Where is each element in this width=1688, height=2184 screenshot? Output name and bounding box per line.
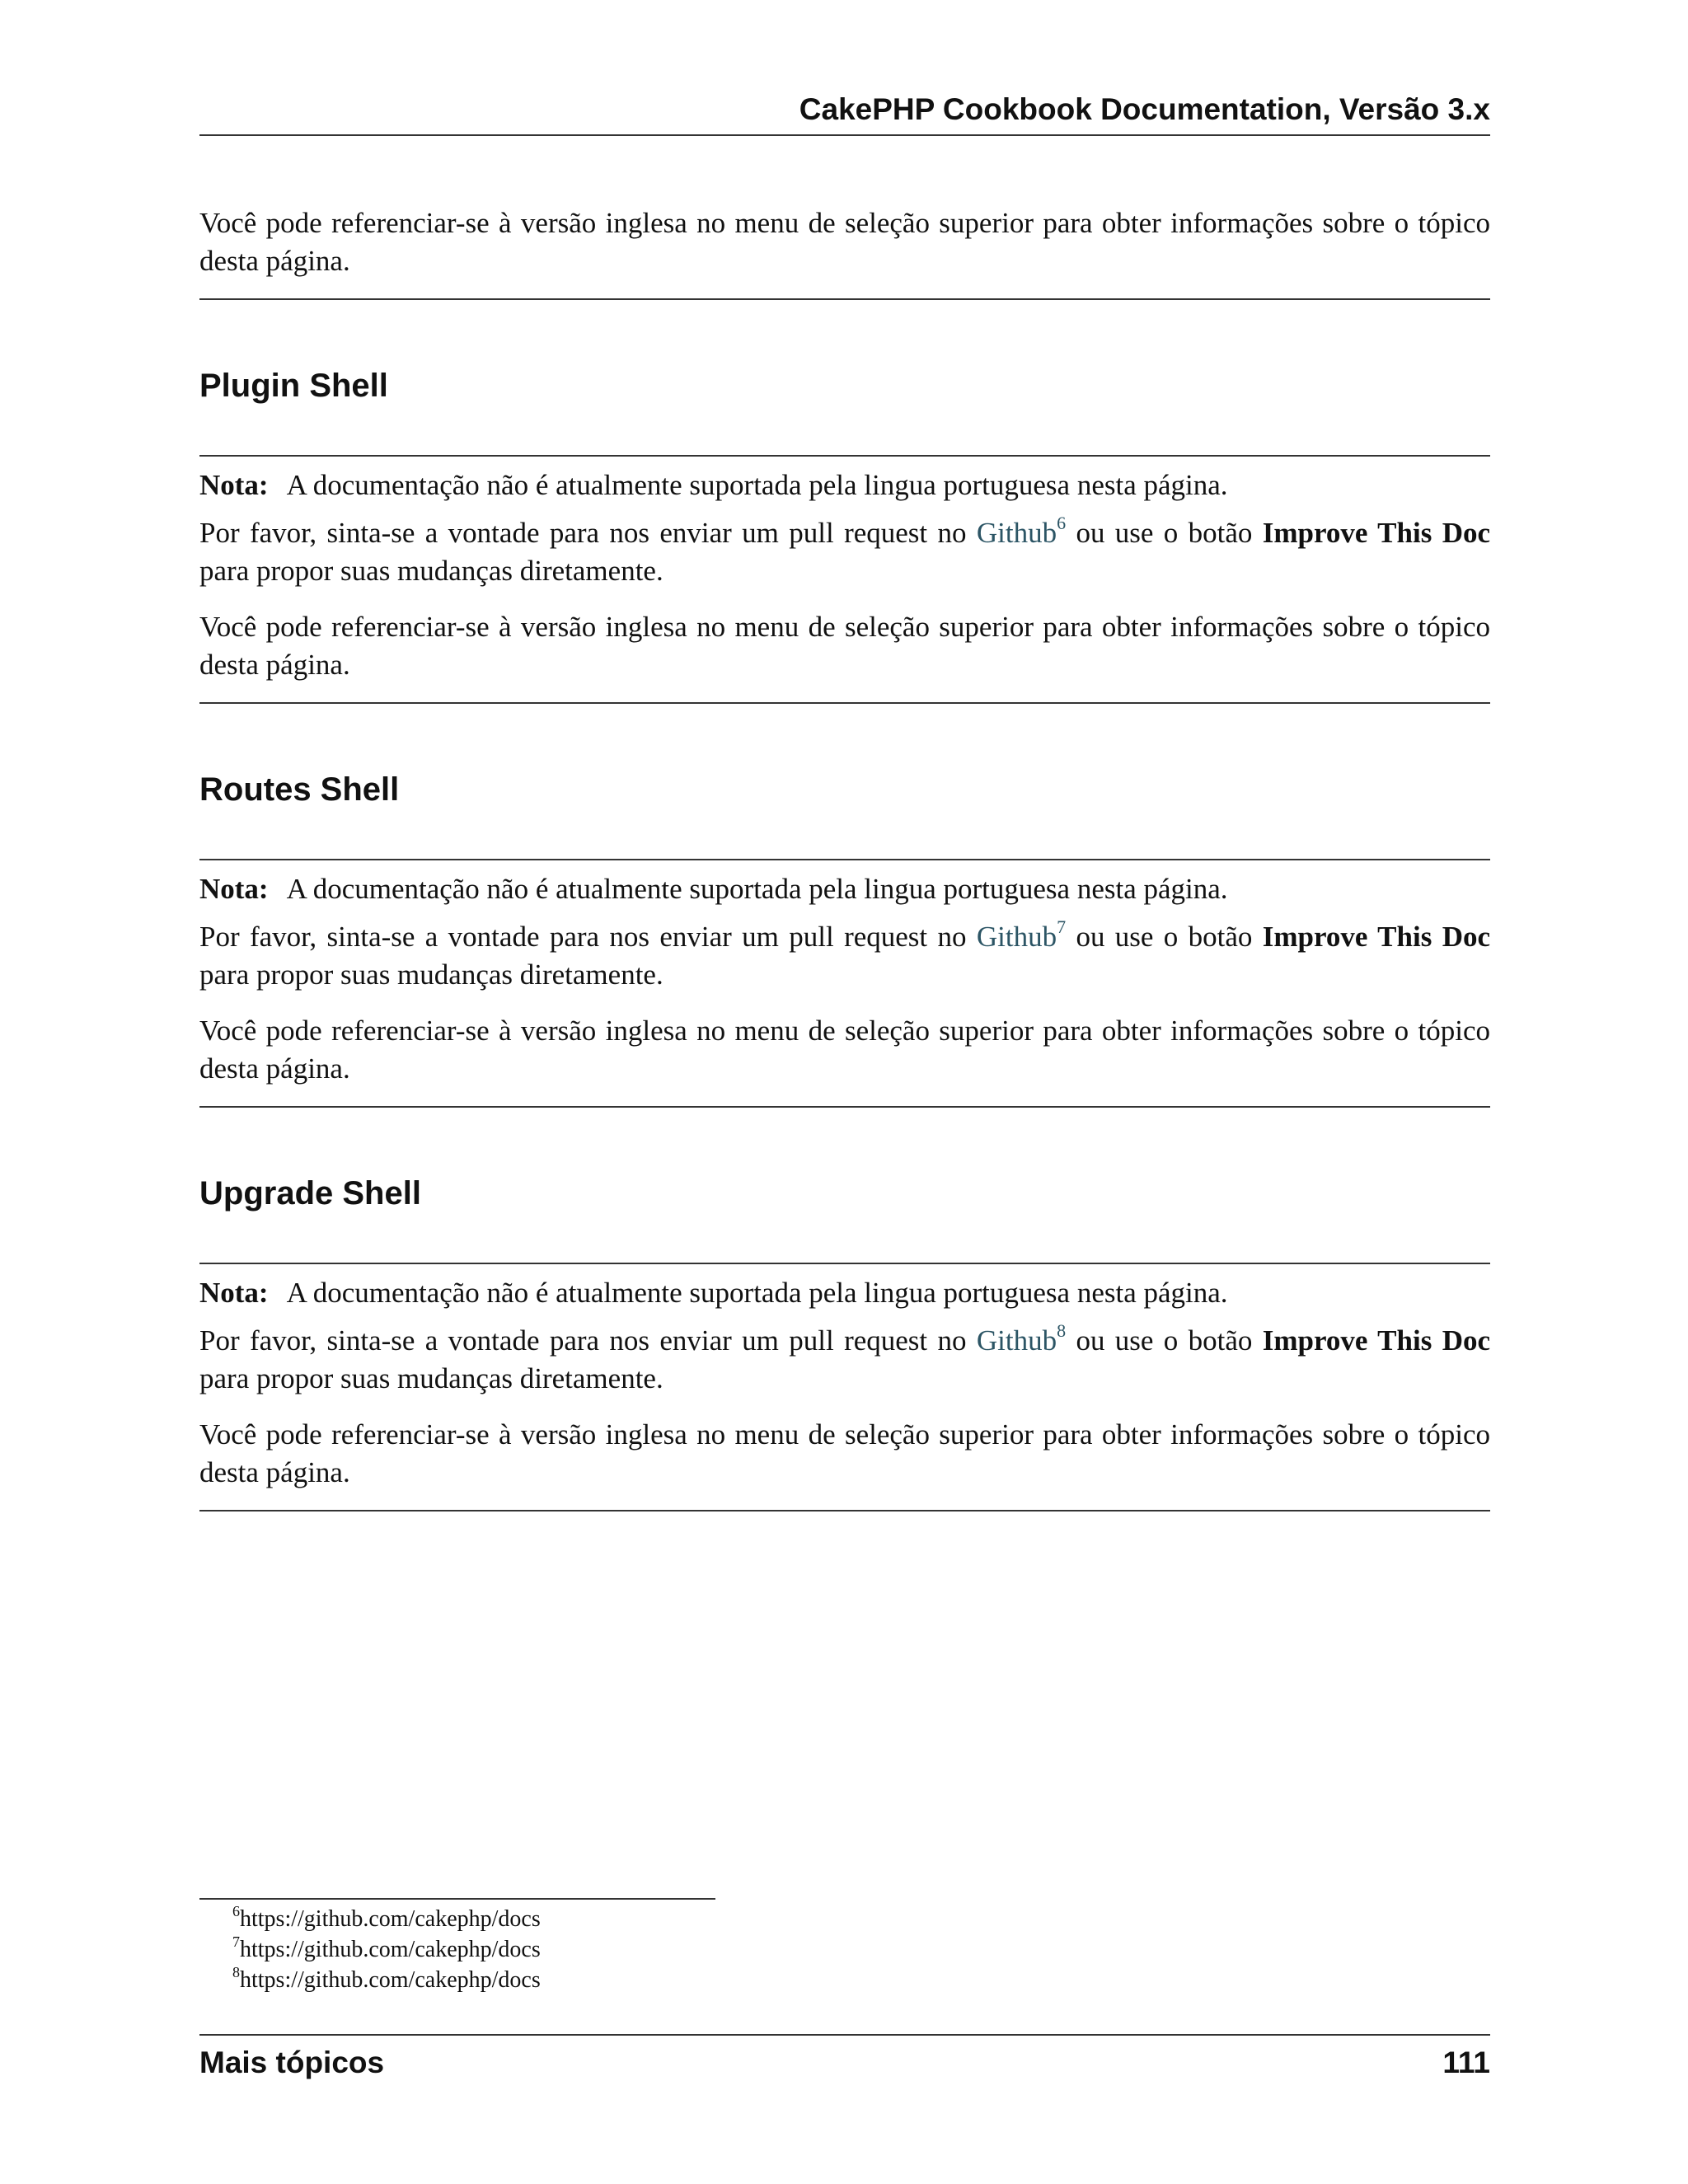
note-line [199, 870, 1490, 908]
page-number: 111 [1442, 2046, 1490, 2079]
footer-section-title: Mais tópicos [199, 2046, 385, 2079]
section-heading-upgrade-shell: Upgrade Shell [199, 1175, 421, 1212]
contribute-text-start: Por favor, sinta-se a vontade para nos enviar um pull request no [199, 517, 977, 549]
contribute-text-middle: ou use o botão [1066, 921, 1263, 953]
note-top-divider [199, 859, 1490, 860]
note-label: Nota: [199, 469, 269, 501]
header-divider [199, 134, 1490, 136]
footnote-url-link[interactable]: https://github.com/cakephp/docs [240, 1937, 541, 1962]
footnote-item [232, 1905, 541, 1933]
contribute-text-start: Por favor, sinta-se a vontade para nos enviar um pull request no [199, 921, 977, 953]
contribute-text-middle: ou use o botão [1066, 1324, 1263, 1357]
note-top-divider [199, 1263, 1490, 1264]
github-link[interactable] [976, 916, 1067, 953]
intro-paragraph: Você pode referenciar-se à versão inglesa no menu de seleção superior para obter informações sobre o tópico desta página. [199, 207, 1490, 277]
contribute-paragraph [199, 1322, 1490, 1398]
improve-doc-label: Improve This Doc [1262, 921, 1491, 953]
note-text: A documentação não é atualmente suportada pela lingua portuguesa nesta página. [286, 873, 1228, 905]
contribute-paragraph [199, 514, 1490, 590]
footnote-number: 8 [232, 1964, 240, 1980]
note-line [199, 466, 1490, 504]
note-text: A documentação não é atualmente suportada pela lingua portuguesa nesta página. [286, 469, 1228, 501]
contribute-text-end: para propor suas mudanças diretamente. [199, 958, 663, 991]
contribute-text-end: para propor suas mudanças diretamente. [199, 1362, 663, 1394]
note-bottom-divider [199, 1510, 1490, 1511]
english-version-paragraph: Você pode referenciar-se à versão inglesa no menu de seleção superior para obter informações sobre o tópico desta página. [199, 1015, 1490, 1085]
note-top-divider [199, 455, 1490, 457]
github-link-label: Github [976, 1324, 1057, 1357]
footnote-item [232, 1933, 541, 1964]
github-link-label: Github [976, 921, 1057, 953]
english-version-paragraph: Você pode referenciar-se à versão inglesa no menu de seleção superior para obter informações sobre o tópico desta página. [199, 611, 1490, 681]
footnote-ref: 7 [1057, 916, 1067, 937]
footnote-url-link[interactable]: https://github.com/cakephp/docs [240, 1906, 541, 1932]
github-link-label: Github [976, 517, 1057, 549]
improve-doc-label: Improve This Doc [1262, 1324, 1491, 1357]
footnote-item [232, 1966, 541, 1994]
footnote-number: 7 [232, 1933, 240, 1950]
note-bottom-divider [199, 1106, 1490, 1108]
footnote-ref: 8 [1057, 1320, 1067, 1341]
section-divider [199, 298, 1490, 300]
contribute-text-end: para propor suas mudanças diretamente. [199, 555, 663, 587]
note-text: A documentação não é atualmente suportada pela lingua portuguesa nesta página. [286, 1277, 1228, 1309]
note-line [199, 1274, 1490, 1312]
footnote-ref: 6 [1057, 513, 1067, 533]
section-heading-plugin-shell: Plugin Shell [199, 368, 388, 404]
contribute-paragraph [199, 918, 1490, 994]
footer-divider [199, 2034, 1490, 2036]
english-version-paragraph: Você pode referenciar-se à versão inglesa no menu de seleção superior para obter informações sobre o tópico desta página. [199, 1418, 1490, 1488]
running-header: CakePHP Cookbook Documentation, Versão 3.x [799, 92, 1490, 126]
document-page [199, 0, 1490, 2184]
contribute-text-middle: ou use o botão [1066, 517, 1263, 549]
improve-doc-label: Improve This Doc [1262, 517, 1491, 549]
note-label: Nota: [199, 1277, 269, 1309]
footnote-divider [199, 1898, 715, 1900]
github-link[interactable] [976, 513, 1067, 549]
footnote-number: 6 [232, 1903, 240, 1919]
note-label: Nota: [199, 873, 269, 905]
footnote-url-link[interactable]: https://github.com/cakephp/docs [240, 1967, 541, 1993]
github-link[interactable] [976, 1320, 1067, 1357]
contribute-text-start: Por favor, sinta-se a vontade para nos enviar um pull request no [199, 1324, 977, 1357]
note-bottom-divider [199, 702, 1490, 704]
section-heading-routes-shell: Routes Shell [199, 771, 400, 808]
